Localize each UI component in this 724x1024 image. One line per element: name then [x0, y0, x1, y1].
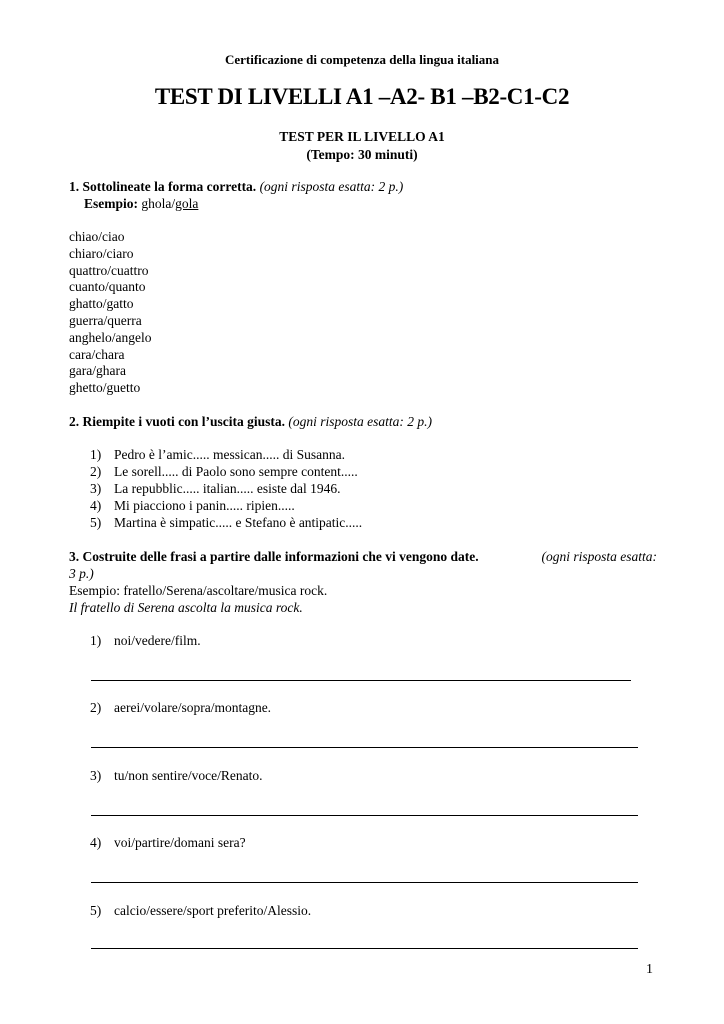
- section3-item-2: [90, 699, 271, 716]
- section1-word-list: [69, 229, 151, 397]
- item-text: calcio/essere/sport preferito/Alessio.: [114, 903, 312, 918]
- section3-item-5: [90, 902, 311, 919]
- list-item: anghelo/angelo: [69, 329, 152, 345]
- answer-line-4[interactable]: [91, 882, 638, 883]
- section1-example-right: gola: [175, 196, 199, 211]
- section3-heading: 3. Costruite delle frasi a partire dalle informazioni che vi vengono date.: [69, 549, 479, 564]
- item-number: 1): [90, 447, 102, 462]
- item-text: La repubblic..... italian..... esiste dal 1946.: [114, 481, 341, 496]
- item-number: 5): [90, 515, 102, 530]
- section2-list: [90, 446, 362, 531]
- item-number: 3): [90, 481, 102, 496]
- answer-line-2[interactable]: [91, 747, 638, 748]
- list-item: [90, 480, 362, 497]
- section1-example-wrong: ghola/: [141, 196, 176, 211]
- item-number: 4): [90, 835, 102, 850]
- section3-heading-row: [69, 548, 657, 616]
- item-number: 2): [90, 464, 102, 479]
- section3-item-4: [90, 834, 246, 851]
- item-number: 5): [90, 903, 102, 918]
- list-item: quattro/cuattro: [69, 262, 149, 278]
- item-number: 2): [90, 700, 102, 715]
- section3-points-a: (ogni risposta esatta:: [541, 549, 657, 564]
- list-item: ghetto/guetto: [69, 380, 141, 396]
- section3-item-3: [90, 767, 262, 784]
- document-subtitle: Certificazione di competenza della lingua italiana: [224, 52, 500, 67]
- section3-example: Esempio: fratello/Serena/ascoltare/musica rock.: [69, 583, 328, 598]
- list-item: chiao/ciao: [69, 229, 125, 244]
- list-item: gara/ghara: [69, 363, 126, 379]
- section2-heading-row: [69, 413, 432, 430]
- list-item: [90, 497, 362, 514]
- item-text: Martina è simpatic..... e Stefano è antipatic.....: [114, 515, 363, 530]
- list-item: [90, 514, 362, 531]
- section3-points-b: 3 p.): [69, 566, 94, 581]
- answer-line-3[interactable]: [91, 815, 638, 816]
- list-item: ghatto/gatto: [69, 296, 134, 312]
- answer-line-5[interactable]: [91, 948, 638, 949]
- section1-heading-row: [69, 178, 403, 195]
- section2-heading: 2. Riempite i vuoti con l’uscita giusta.: [69, 414, 285, 429]
- test-time: (Tempo: 30 minuti): [306, 147, 418, 162]
- page-number: 1: [646, 962, 653, 977]
- item-text: aerei/volare/sopra/montagne.: [114, 700, 272, 715]
- list-item: guerra/querra: [69, 312, 142, 328]
- section1-heading: 1. Sottolineate la forma corretta.: [69, 179, 257, 194]
- list-item: [90, 463, 362, 480]
- list-item: chiaro/ciaro: [69, 245, 134, 261]
- section1-example-row: [84, 195, 198, 212]
- item-text: Le sorell..... di Paolo sono sempre content.....: [114, 464, 358, 479]
- list-item: cuanto/quanto: [69, 279, 146, 295]
- answer-line-1[interactable]: [91, 680, 631, 681]
- item-number: 1): [90, 633, 102, 648]
- list-item: cara/chara: [69, 346, 125, 362]
- section1-example-label: Esempio:: [84, 196, 138, 211]
- section3-heading-line: [69, 548, 657, 565]
- item-text: voi/partire/domani sera?: [114, 835, 246, 850]
- document-title: TEST DI LIVELLI A1 –A2- B1 –B2-C1-C2: [154, 84, 570, 109]
- item-text: tu/non sentire/voce/Renato.: [114, 768, 263, 783]
- section2-points: (ogni risposta esatta: 2 p.): [288, 414, 432, 429]
- item-text: Mi piacciono i panin..... ripien.....: [114, 498, 295, 513]
- section3-item-1: [90, 632, 201, 649]
- test-level: TEST PER IL LIVELLO A1: [279, 129, 445, 144]
- item-text: Pedro è l’amic..... messican..... di Susanna.: [114, 447, 345, 462]
- section3-example-answer: Il fratello di Serena ascolta la musica rock.: [69, 600, 303, 615]
- item-number: 3): [90, 768, 102, 783]
- item-number: 4): [90, 498, 102, 513]
- item-text: noi/vedere/film.: [114, 633, 201, 648]
- list-item: [90, 446, 362, 463]
- test-level-block: [0, 128, 724, 164]
- section1-points: (ogni risposta esatta: 2 p.): [259, 179, 404, 194]
